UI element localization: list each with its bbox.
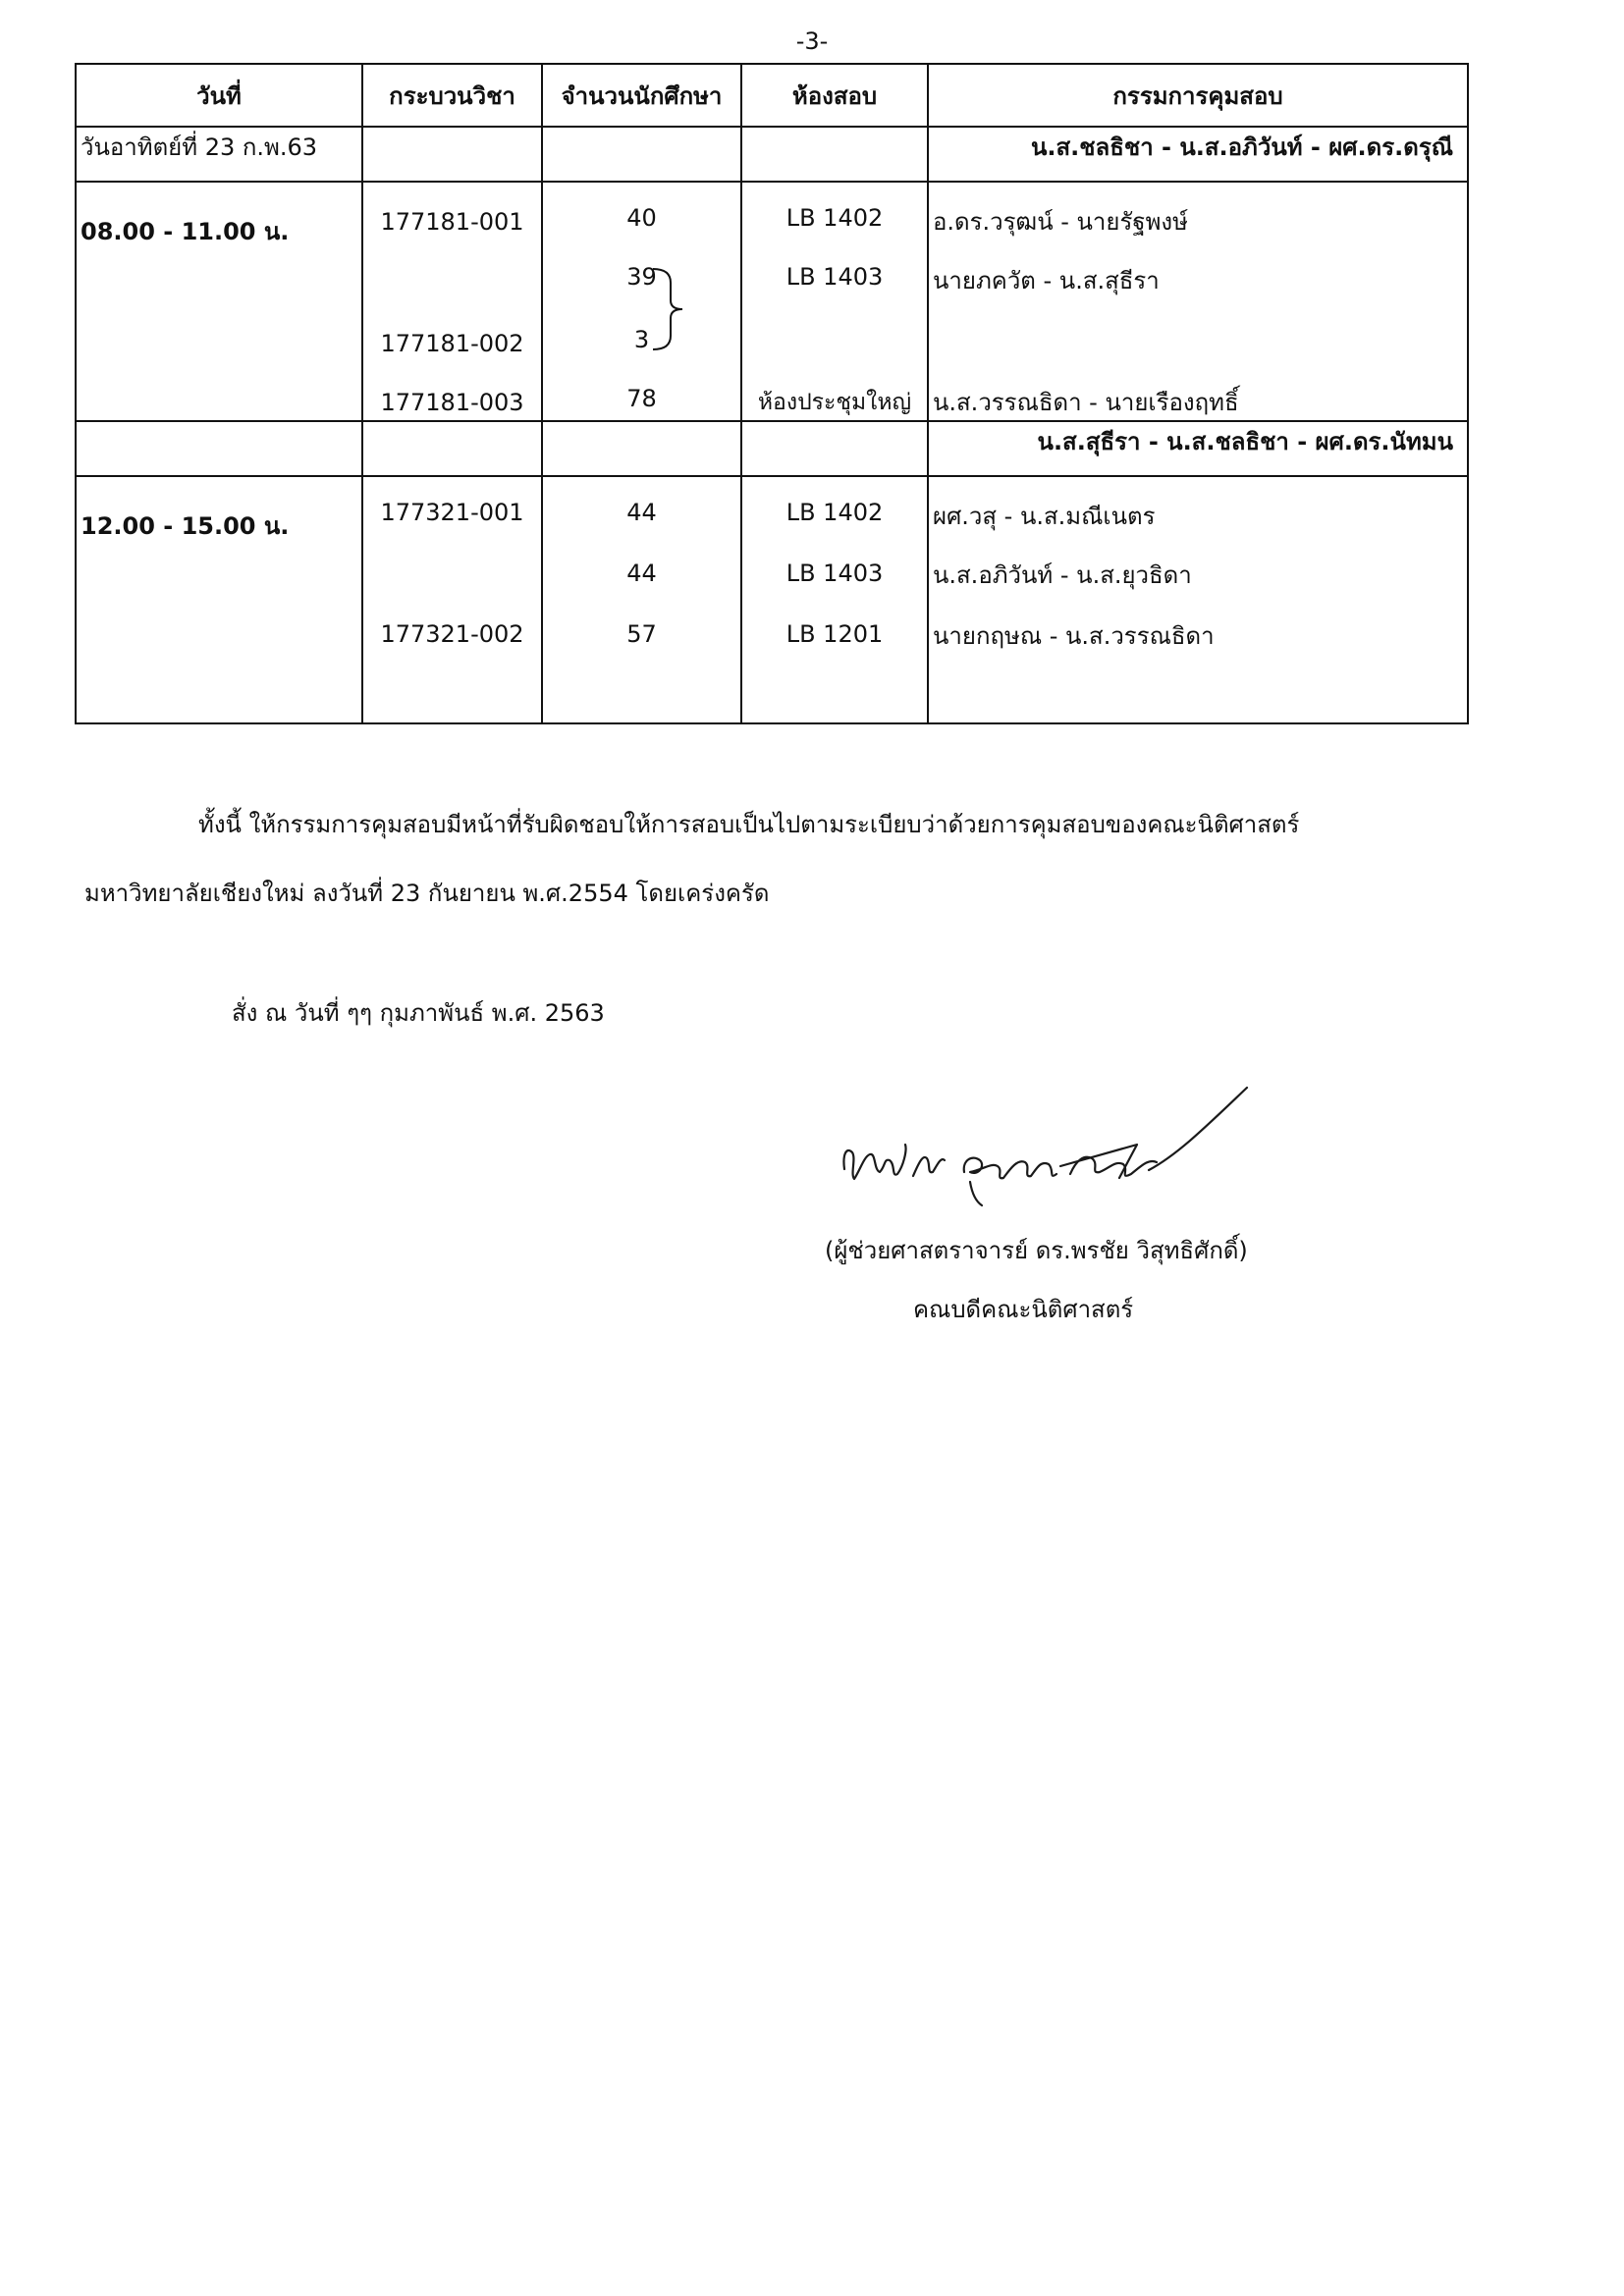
header-student-count: จำนวนนักศึกษา	[542, 64, 741, 127]
table-cell-course: 177321-002	[380, 620, 524, 648]
table-cell-room: LB 1403	[785, 263, 884, 291]
session-1-body	[76, 182, 1468, 421]
table-cell-count: 40	[626, 204, 657, 232]
session-1-supervisor-row	[76, 127, 1468, 182]
table-cell-course: 177321-001	[380, 499, 524, 526]
table-cell-course: 177181-002	[380, 330, 524, 357]
table-cell-course: 177181-001	[380, 208, 524, 236]
header-course: กระบวนวิชา	[362, 64, 542, 127]
session-1-supervisors: น.ส.ชลธิชา - น.ส.อภิวันท์ - ผศ.ดร.ดรุณี	[928, 127, 1468, 182]
table-cell-committee: น.ส.อภิวันท์ - น.ส.ยุวธิดา	[933, 561, 1192, 589]
session-2-supervisors: น.ส.สุธีรา - น.ส.ชลธิชา - ผศ.ดร.นัทมน	[928, 421, 1468, 476]
table-cell-room: LB 1403	[785, 560, 884, 587]
table-header-row	[76, 64, 1468, 127]
table-cell-count: 57	[626, 620, 657, 648]
table-cell-committee: น.ส.วรรณธิดา - นายเรืองฤทธิ์	[933, 389, 1239, 416]
signatory-name: (ผู้ช่วยศาสตราจารย์ ดร.พรชัย วิสุทธิศักดิ์)	[825, 1237, 1248, 1264]
day-label: วันอาทิตย์ที่ 23 ก.พ.63	[76, 127, 362, 182]
table-cell-room: LB 1402	[785, 204, 884, 232]
table-cell-room: ห้องประชุมใหญ่	[757, 390, 912, 415]
table-cell-count: 44	[626, 560, 657, 587]
session-2-supervisor-row	[76, 421, 1468, 476]
table-cell-committee: อ.ดร.วรุฒน์ - นายรัฐพงษ์	[933, 208, 1188, 236]
header-committee: กรรมการคุมสอบ	[928, 64, 1468, 127]
table-cell-committee: นายกฤษณ - น.ส.วรรณธิดา	[933, 622, 1215, 650]
table-cell-count: 39	[626, 263, 657, 291]
table-cell-course: 177181-003	[380, 389, 524, 416]
signature-image	[825, 1076, 1257, 1223]
session-2-time: 12.00 - 15.00 น.	[81, 512, 290, 540]
signatory-position: คณบดีคณะนิติศาสตร์	[913, 1296, 1134, 1323]
table-cell-count: 44	[626, 499, 657, 526]
session-1-time: 08.00 - 11.00 น.	[81, 218, 290, 245]
body-paragraph-line-2: มหาวิทยาลัยเชียงใหม่ ลงวันที่ 23 กันยายน พ.ศ.2554 โดยเคร่งครัด	[84, 880, 770, 907]
table-cell-count: 3	[633, 326, 650, 353]
header-date: วันที่	[76, 64, 362, 127]
body-paragraph-line-1: ทั้งนี้ ให้กรรมการคุมสอบมีหน้าที่รับผิดชอบให้การสอบเป็นไปตามระเบียบว่าด้วยการคุมสอบของคณะนิติศาสตร์	[198, 811, 1300, 838]
order-date: สั่ง ณ วันที่ ๆๆ กุมภาพันธ์ พ.ศ. 2563	[232, 999, 605, 1027]
table-cell-committee: ผศ.วสุ - น.ส.มณีเนตร	[933, 503, 1156, 530]
page-number: -3-	[795, 27, 829, 55]
exam-schedule-table	[75, 63, 1469, 724]
table-cell-room: LB 1201	[785, 620, 884, 648]
session-2-body	[76, 476, 1468, 723]
table-cell-committee: นายภควัต - น.ส.สุธีรา	[933, 267, 1160, 294]
table-cell-room: LB 1402	[785, 499, 884, 526]
curly-bracket-icon	[649, 265, 698, 353]
header-exam-room: ห้องสอบ	[741, 64, 928, 127]
table-cell-count: 78	[626, 385, 657, 412]
